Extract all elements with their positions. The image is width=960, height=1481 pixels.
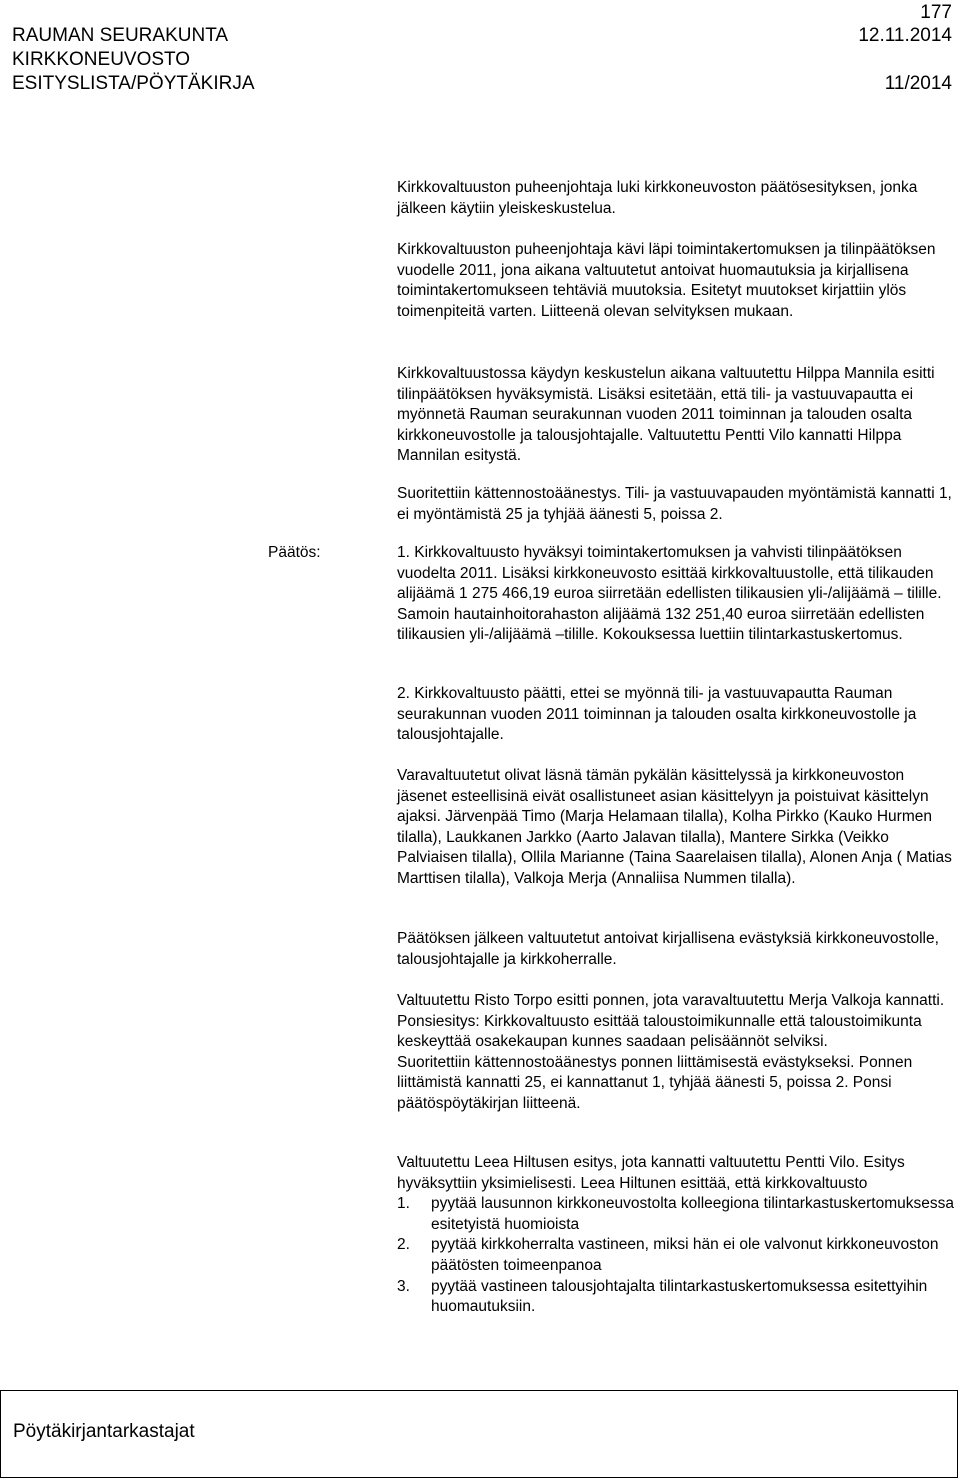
meeting-date: 12.11.2014 bbox=[858, 25, 952, 46]
paragraph-intro-1 bbox=[397, 178, 957, 219]
paragraph-text: Valtuutettu Risto Torpo esitti ponnen, jota varavaltuutettu Merja Valkoja kannatti. Ponsiesitys: Kirkkovaltuusto esittää taloustoimikunnalle että taloustoimikunta keskeyttää osakekaupan kunnes saadaan pelisäännöt selviksi. bbox=[397, 992, 945, 1051]
paragraph-text: 2. Kirkkovaltuusto päätti, ettei se myönnä tili- ja vastuuvapautta Rauman seurakunnan vuoden 2011 toiminnan ja talouden osalta kirkkoneuvostolle ja talousjohtajalle. bbox=[397, 685, 917, 744]
minutes-checkers-label: Pöytäkirjantarkastajat bbox=[13, 1421, 195, 1442]
decision-item-2 bbox=[397, 684, 957, 746]
paragraph-substitutes bbox=[397, 766, 957, 890]
list-text: pyytää vastineen talousjohtajalta tilintarkastuskertomuksessa esitettyihin huomautuksiin. bbox=[431, 1277, 928, 1316]
minutes-checkers-box bbox=[0, 1390, 958, 1478]
paragraph-text: Suoritettiin kättennostoäänestys ponnen liittämisestä evästykseksi. Ponnen liittämistä kannatti 25, ei kannattanut 1, tyhjää äänesti 5, poissa 2. Ponsi päätöspöytäkirjan liitteenä. bbox=[397, 1053, 913, 1112]
list-number: 2. bbox=[397, 1236, 410, 1254]
paragraph-intro-3 bbox=[397, 364, 957, 467]
paragraph-text: Kirkkovaltuuston puheenjohtaja kävi läpi toimintakertomuksen ja tilinpäätöksen vuodelle 2011, jona aikana valtuutetut antoivat huomautuksia ja kirjallisena toimintakertomukseen tehtäviä muutoksia. Esitetyt muutokset kirjattiin ylös toimenpiteitä varten. Liitteenä olevan selvityksen mukaan. bbox=[397, 241, 936, 320]
document-number: 11/2014 bbox=[884, 73, 952, 94]
list-item bbox=[397, 1277, 957, 1318]
decision-item-1 bbox=[397, 543, 957, 646]
paragraph-text: Päätöksen jälkeen valtuutetut antoivat kirjallisena evästyksiä kirkkoneuvostolle, talousjohtajalle ja kirkkoherralle. bbox=[397, 930, 939, 968]
list-number: 1. bbox=[397, 1195, 410, 1213]
paragraph-intro-2 bbox=[397, 240, 957, 322]
body-name: KIRKKONEUVOSTO bbox=[12, 49, 191, 70]
decision-label: Päätös: bbox=[268, 544, 321, 561]
paragraph-intro-4 bbox=[397, 484, 957, 525]
list-number: 3. bbox=[397, 1277, 410, 1295]
paragraph-text: 1. Kirkkovaltuusto hyväksyi toimintakertomuksen ja vahvisti tilinpäätöksen vuodelta 2011. Lisäksi kirkkoneuvosto esittää kirkkovaltuustolle, että tilikauden alijäämä 1 275 466,19 euroa siirretään edellisten tilikausien yli-/alijäämä – tilille. Samoin hautainhoitorahaston alijäämä 132 251,40 euroa siirretään edellisten tilikausien yli-/alijäämä –tilille. Kokouksessa luettiin tilintarkastuskertomus. bbox=[397, 544, 942, 644]
list-item bbox=[397, 1194, 957, 1235]
paragraph-hiltunen-proposal bbox=[397, 1153, 957, 1318]
list-item bbox=[397, 1235, 957, 1276]
list-text: pyytää lausunnon kirkkoneuvostolta kolleegiona tilintarkastuskertomuksessa esitetyistä huomioista bbox=[431, 1195, 954, 1233]
document-type: ESITYSLISTA/PÖYTÄKIRJA bbox=[12, 73, 255, 94]
list-text: pyytää kirkkoherralta vastineen, miksi hän ei ole valvonut kirkkoneuvoston päätösten toimeenpanoa bbox=[431, 1236, 939, 1274]
page-number: 177 bbox=[920, 2, 952, 23]
paragraph-text: Kirkkovaltuuston puheenjohtaja luki kirkkoneuvoston päätösesityksen, jonka jälkeen käytiin yleiskeskustelua. bbox=[397, 179, 918, 217]
paragraph-text: Valtuutettu Leea Hiltusen esitys, jota kannatti valtuutettu Pentti Vilo. Esitys hyväksyttiin yksimielisesti. Leea Hiltunen esittää, että kirkkovaltuusto bbox=[397, 1154, 905, 1192]
paragraph-text: Kirkkovaltuustossa käydyn keskustelun aikana valtuutettu Hilppa Mannila esitti tilinpäätöksen hyväksymistä. Lisäksi esitetään, että tili- ja vastuuvapautta ei myönnetä Rauman seurakunnan vuoden 2011 toiminnan ja talouden osalta kirkkoneuvostolle ja talousjohtajalle. Valtuutettu Pentti Vilo kannatti Hilppa Mannilan esitystä. bbox=[397, 365, 935, 465]
paragraph-text: Suoritettiin kättennostoäänestys. Tili- ja vastuuvapauden myöntämistä kannatti 1, ei myöntämistä 25 ja tyhjää äänesti 5, poissa 2. bbox=[397, 485, 952, 523]
paragraph-guidance bbox=[397, 929, 957, 970]
paragraph-text: Varavaltuutetut olivat läsnä tämän pykälän käsittelyssä ja kirkkoneuvoston jäsenet esteellisinä eivät osallistuneet asian käsittelyyn ja poistuivat käsittelyn ajaksi. Järvenpää Timo (Marja Helamaan tilalla), Kolha Pirkko (Kauko Hurmen tilalla), Laukkanen Jarkko (Aarto Jalavan tilalla), Mantere Sirkka (Veikko Palviaisen tilalla), Ollila Marianne (Taina Saarelaisen tilalla), Alonen Anja ( Matias Marttisen tilalla), Valkoja Merja (Annaliisa Nummen tilalla). bbox=[397, 767, 952, 887]
organization-name: RAUMAN SEURAKUNTA bbox=[12, 25, 229, 46]
paragraph-motion bbox=[397, 991, 957, 1115]
